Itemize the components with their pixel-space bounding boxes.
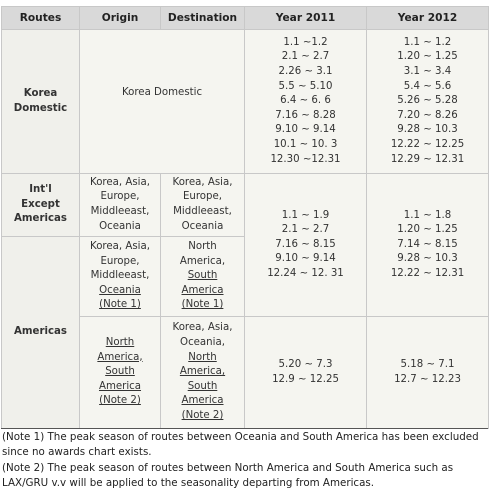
americas-row2-destination <box>161 317 245 429</box>
date-range: 7.16 ~ 8.28 <box>275 109 336 121</box>
route-korea-domestic <box>2 30 80 174</box>
date-range: 9.10 ~ 9.14 <box>275 124 336 136</box>
origin-line: Oceania <box>99 284 141 296</box>
destination-line: America <box>181 395 224 407</box>
destination-line: Korea, Asia, <box>172 322 233 334</box>
date-range: 7.16 ~ 8.15 <box>275 238 336 250</box>
destination-line: Oceania, <box>180 337 225 349</box>
shared-2011-dates <box>245 174 367 317</box>
destination-line: America <box>181 284 224 296</box>
origin-line: Korea, Asia, <box>90 241 150 253</box>
header-destination: Destination <box>161 7 245 30</box>
peak-season-table <box>1 6 489 429</box>
americas-row2-2011-dates <box>245 317 367 429</box>
destination-line: Middleeast, <box>173 206 232 217</box>
header-routes: Routes <box>2 7 80 30</box>
date-range: 12.29 ~ 12.31 <box>390 153 465 165</box>
date-range: 12.7 ~ 12.23 <box>394 373 461 385</box>
destination-line: South <box>187 380 218 392</box>
date-range: 10.1 ~ 10. 3 <box>273 138 338 150</box>
date-range: 1.1 ~ 1.9 <box>281 209 330 221</box>
notes-section <box>2 430 488 492</box>
date-range: 5.20 ~ 7.3 <box>278 358 333 370</box>
date-range: 1.1 ~1.2 <box>283 36 328 48</box>
header-origin: Origin <box>80 7 161 30</box>
date-range: 5.26 ~ 5.28 <box>397 95 458 107</box>
date-range: 7.20 ~ 8.26 <box>397 109 458 121</box>
date-range: 1.20 ~ 1.25 <box>397 51 458 63</box>
origin-line: South <box>105 366 135 378</box>
origin-line: North <box>105 337 135 349</box>
americas-row1-destination <box>161 237 245 317</box>
destination-line: Oceania <box>181 220 224 232</box>
date-range: 7.14 ~ 8.15 <box>397 238 458 250</box>
date-range: 3.1 ~ 3.4 <box>403 66 452 78</box>
date-range: 9.10 ~ 9.14 <box>275 253 336 265</box>
origin-line: Middleeast, <box>90 206 150 217</box>
date-range: 1.1 ~ 1.2 <box>403 36 452 48</box>
notes-divider <box>1 428 488 429</box>
date-range: 9.28 ~ 10.3 <box>397 124 458 136</box>
note-1-ref: (Note 1) <box>99 299 141 311</box>
origin-line: Middleeast, <box>90 270 150 282</box>
destination-line: America, <box>179 366 226 378</box>
korea-domestic-2011-dates <box>245 30 367 174</box>
destination-line: Europe, <box>182 191 223 203</box>
note-2-ref: (Note 2) <box>181 409 224 421</box>
route-americas: Americas <box>2 237 80 429</box>
origin-destination-label: Korea Domestic <box>121 87 203 99</box>
date-range: 5.4 ~ 5.6 <box>403 80 452 92</box>
route-label-line: Except <box>21 198 60 210</box>
destination-line: North <box>188 351 217 363</box>
date-range: 12.24 ~ 12. 31 <box>267 267 344 279</box>
origin-line: America, <box>97 351 143 363</box>
destination-line: America, <box>179 255 226 267</box>
note-1: (Note 1) The peak season of routes between Oceania and South America has been excluded since no awards chart exists. <box>2 431 479 459</box>
route-label-line: Domestic <box>13 102 68 114</box>
header-row <box>2 7 489 30</box>
date-range: 2.1 ~ 2.7 <box>281 51 330 63</box>
americas-row1-origin <box>80 237 161 317</box>
date-range: 12.22 ~ 12.25 <box>390 138 465 150</box>
origin-destination-korea-domestic <box>80 30 245 174</box>
route-intl-except-americas <box>2 174 80 237</box>
origin-line: Europe, <box>100 191 140 203</box>
table-row-korea-domestic <box>2 30 489 174</box>
date-range: 5.5 ~ 5.10 <box>278 80 333 92</box>
korea-domestic-2012-dates <box>367 30 489 174</box>
destination-line: Korea, Asia, <box>172 176 233 188</box>
americas-row2-2012-dates <box>367 317 489 429</box>
origin-line: Korea, Asia, <box>90 176 150 188</box>
destination-line: South <box>187 270 218 282</box>
date-range: 9.28 ~ 10.3 <box>397 253 458 265</box>
date-range: 1.20 ~ 1.25 <box>397 224 458 236</box>
note-2: (Note 2) The peak season of routes between North America and South America such as LAX/GRU v.v will be applied to the seasonality departing from Americas. <box>2 461 454 490</box>
date-range: 12.30 ~12.31 <box>270 153 341 165</box>
route-label-line: Int'l <box>29 184 52 196</box>
date-range: 5.18 ~ 7.1 <box>400 358 455 370</box>
route-label-line: Americas <box>14 213 67 225</box>
date-range: 2.26 ~ 3.1 <box>278 66 333 78</box>
table-row-intl-except-americas <box>2 174 489 237</box>
header-year-2011: Year 2011 <box>245 7 367 30</box>
note-2-ref: (Note 2) <box>99 395 141 407</box>
intl-origin <box>80 174 161 237</box>
origin-line: Europe, <box>100 255 140 267</box>
shared-2012-dates <box>367 174 489 317</box>
note-1-ref: (Note 1) <box>181 299 224 311</box>
route-label-line: Korea <box>23 87 58 99</box>
origin-line: America <box>98 380 142 392</box>
date-range: 12.22 ~ 12.31 <box>390 267 465 279</box>
date-range: 2.1 ~ 2.7 <box>281 224 330 236</box>
date-range: 6.4 ~ 6. 6 <box>280 95 331 107</box>
header-year-2012: Year 2012 <box>367 7 489 30</box>
origin-line: Oceania <box>99 220 141 232</box>
date-range: 12.9 ~ 12.25 <box>272 373 339 385</box>
intl-destination <box>161 174 245 237</box>
americas-row2-origin <box>80 317 161 429</box>
destination-line: North <box>188 241 217 253</box>
date-range: 1.1 ~ 1.8 <box>403 209 452 221</box>
